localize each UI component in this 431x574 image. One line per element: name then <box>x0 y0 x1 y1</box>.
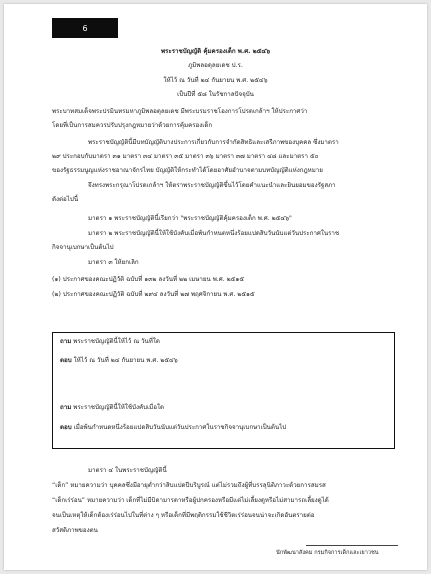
preamble-line: ของรัฐธรรมนูญแห่งราชอาณาจักรไทย บัญญัติให้กระทำได้โดยอาศัยอำนาจตามบทบัญญัติแห่งกฎหมาย <box>52 167 323 174</box>
question-label: ถาม <box>60 404 72 411</box>
section-line: กิจจานุเบกษาเป็นต้นไป <box>52 244 114 251</box>
section4-line: “เด็กเร่ร่อน” หมายความว่า เด็กที่ไม่มีบิดามารดาหรือผู้ปกครองหรือมีแต่ไม่เลี้ยงดูหรือไม่สามารถเลี้ยงดูได้ <box>52 497 329 504</box>
footer-divider <box>306 545 398 546</box>
preamble-line: ดังต่อไปนี้ <box>52 196 79 203</box>
section-line: มาตรา ๓ ให้ยกเลิก <box>88 259 139 266</box>
section4-line: สวัสดิภาพของตน <box>52 527 98 534</box>
question-text: พระราชบัญญัตินี้ให้ใช้บังคับเมื่อใด <box>73 404 165 411</box>
section4-line: “เด็ก” หมายความว่า บุคคลซึ่งมีอายุต่ำกว่าสิบแปดปีบริบูรณ์ แต่ไม่รวมถึงผู้ที่บรรลุนิติภาวะด้วยการสมรส <box>52 482 326 489</box>
section4-line: จนเป็นเหตุให้เด็กต้องเร่ร่อนไปในที่ต่าง ๆ หรือเด็กที่มีพฤติกรรมใช้ชีวิตเร่ร่อนจนน่าจะเกิดอันตรายต่อ <box>52 512 315 519</box>
answer-label: ตอบ <box>60 424 72 431</box>
document-title: พระราชบัญญัติ คุ้มครองเด็ก พ.ศ. ๒๕๔๖ <box>160 48 271 55</box>
section4-line: มาตรา ๔ ในพระราชบัญญัตินี้ <box>88 467 167 474</box>
given-date: ให้ไว้ ณ วันที่ ๒๔ กันยายน พ.ศ. ๒๕๔๖ <box>163 77 268 84</box>
footer-text: นักพัฒนาสังคม กรมกิจการเด็กและเยาวชน <box>276 550 379 556</box>
signature-line: ภูมิพลอดุลยเดช ป.ร. <box>188 62 243 69</box>
preamble-line: พระบาทสมเด็จพระปรมินทรมหาภูมิพลอดุลยเดช มีพระบรมราชโองการโปรดเกล้าฯ ให้ประกาศว่า <box>52 108 308 115</box>
answer-text: เมื่อพ้นกำหนดหนึ่งร้อยแปดสิบวันนับแต่วันประกาศในราชกิจจานุเบกษาเป็นต้นไป <box>73 424 287 431</box>
qa-question <box>60 404 164 412</box>
question-label: ถาม <box>60 338 72 345</box>
reign-year: เป็นปีที่ ๕๘ ในรัชกาลปัจจุบัน <box>177 91 254 98</box>
section-line: มาตรา ๑ พระราชบัญญัตินี้เรียกว่า "พระราชบัญญัติคุ้มครองเด็ก พ.ศ. ๒๕๔๖" <box>88 215 292 222</box>
preamble-line: พระราชบัญญัตินี้มีบทบัญญัติบางประการเกี่ยวกับการจำกัดสิทธิและเสรีภาพของบุคคล ซึ่งมาตรา <box>88 139 339 146</box>
qa-box <box>52 332 395 449</box>
section-line: (๑) ประกาศของคณะปฏิวัติ ฉบับที่ ๑๓๒ ลงวันที่ ๒๒ เมษายน พ.ศ. ๒๕๑๕ <box>52 276 245 283</box>
page-number: 6 <box>82 23 88 33</box>
section-line: มาตรา ๒ พระราชบัญญัตินี้ให้ใช้บังคับเมื่อพ้นกำหนดหนึ่งร้อยแปดสิบวันนับแต่วันประกาศในราช <box>88 230 340 237</box>
preamble-line: ๒๙ ประกอบกับมาตรา ๓๑ มาตรา ๓๔ มาตรา ๓๕ มาตรา ๓๖ มาตรา ๓๗ มาตรา ๔๘ และมาตรา ๕๐ <box>52 153 319 160</box>
answer-text: ให้ไว้ ณ วันที่ ๒๔ กันยายน พ.ศ. ๒๕๔๖ <box>73 357 178 364</box>
qa-question <box>60 338 160 346</box>
qa-answer <box>60 424 286 432</box>
page-number-tab <box>52 18 118 38</box>
section-line: (๒) ประกาศของคณะปฏิวัติ ฉบับที่ ๒๙๔ ลงวันที่ ๒๗ พฤศจิกายน พ.ศ. ๒๕๑๕ <box>52 291 255 298</box>
preamble-line: จึงทรงพระกรุณาโปรดเกล้าฯ ให้ตราพระราชบัญญัติขึ้นไว้โดยคำแนะนำและยินยอมของรัฐสภา <box>88 182 336 189</box>
question-text: พระราชบัญญัตินี้ให้ไว้ ณ วันที่ใด <box>73 338 160 345</box>
qa-answer <box>60 357 178 365</box>
answer-label: ตอบ <box>60 357 72 364</box>
preamble-line: โดยที่เป็นการสมควรปรับปรุงกฎหมายว่าด้วยการคุ้มครองเด็ก <box>52 122 213 129</box>
document-page <box>4 4 427 570</box>
